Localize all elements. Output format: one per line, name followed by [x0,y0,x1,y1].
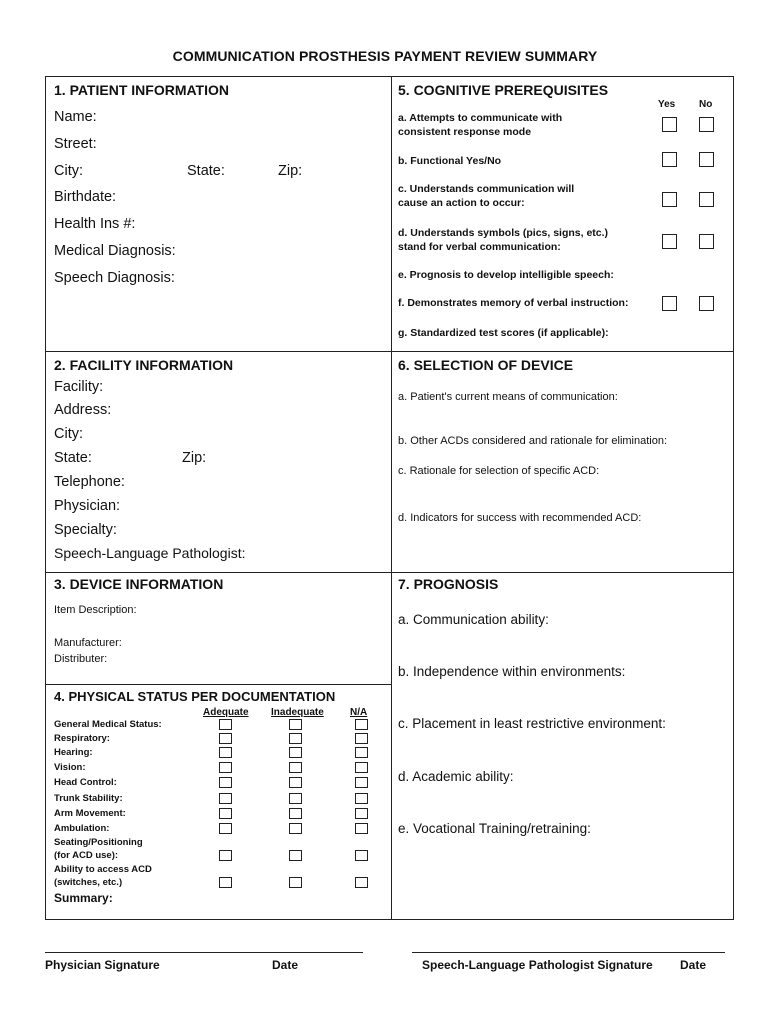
facility-state-label: State: [54,450,92,466]
form-title: COMMUNICATION PROSTHESIS PAYMENT REVIEW SUMMARY [172,48,598,64]
patient-birthdate-label: Birthdate: [54,189,117,205]
patient-street-label: Street: [54,136,97,152]
device-info-heading: 3. DEVICE INFORMATION [54,576,224,592]
selection-item-d: d. Indicators for success with recommended ACD: [398,512,642,524]
physician-signature-line[interactable] [45,952,363,953]
physical-row-label: Vision: [54,762,86,773]
cognitive-item-label: a. Attempts to communicate with [398,112,563,124]
row-divider-2 [46,572,734,573]
selection-item-c: c. Rationale for selection of specific ACD: [398,465,600,477]
cognitive-item-label: f. Demonstrates memory of verbal instruction: [398,297,629,309]
prognosis-item-e: e. Vocational Training/retraining: [398,821,591,836]
checkbox-inadequate[interactable] [289,823,302,834]
checkbox-na[interactable] [355,719,368,730]
patient-speech-diagnosis-label: Speech Diagnosis: [54,270,175,286]
cognitive-item-label: c. Understands communication will [398,183,575,195]
checkbox-adequate[interactable] [219,808,232,819]
device-manufacturer-label: Manufacturer: [54,637,122,649]
prognosis-item-c: c. Placement in least restrictive environment: [398,716,666,731]
checkbox-inadequate[interactable] [289,733,302,744]
checkbox-inadequate[interactable] [289,747,302,758]
checkbox-no[interactable] [699,192,714,207]
physical-row-label: Arm Movement: [54,808,126,819]
facility-zip-label: Zip: [182,450,207,466]
cognitive-item-label: b. Functional Yes/No [398,155,502,167]
facility-physician-label: Physician: [54,498,121,514]
physical-row-label: General Medical Status: [54,719,162,730]
physical-row-label: Ambulation: [54,823,110,834]
selection-item-a: a. Patient's current means of communication: [398,391,618,403]
checkbox-no[interactable] [699,117,714,132]
checkbox-inadequate[interactable] [289,793,302,804]
physical-status-heading: 4. PHYSICAL STATUS PER DOCUMENTATION [54,689,336,704]
checkbox-na[interactable] [355,823,368,834]
checkbox-na[interactable] [355,777,368,788]
checkbox-na[interactable] [355,808,368,819]
facility-info-heading: 2. FACILITY INFORMATION [54,357,234,373]
checkbox-inadequate[interactable] [289,850,302,861]
prognosis-item-a: a. Communication ability: [398,612,549,627]
physical-row-label: Trunk Stability: [54,793,123,804]
physical-row-label: Head Control: [54,777,117,788]
checkbox-na[interactable] [355,793,368,804]
physical-row-label: Ability to access ACD [54,864,152,875]
checkbox-na[interactable] [355,733,368,744]
patient-medical-diagnosis-label: Medical Diagnosis: [54,243,176,259]
slp-signature-label: Speech-Language Pathologist Signature [422,958,653,972]
prognosis-item-d: d. Academic ability: [398,769,514,784]
checkbox-inadequate[interactable] [289,877,302,888]
cognitive-item-label: e. Prognosis to develop intelligible speech: [398,269,614,281]
cognitive-item-label: d. Understands symbols (pics, signs, etc.) [398,227,609,239]
prognosis-item-b: b. Independence within environments: [398,664,626,679]
cognitive-item-label: consistent response mode [398,126,532,138]
patient-state-label: State: [187,163,225,179]
facility-slp-label: Speech-Language Pathologist: [54,545,246,561]
facility-specialty-label: Specialty: [54,522,117,538]
checkbox-na[interactable] [355,877,368,888]
physical-row-label: Hearing: [54,747,93,758]
checkbox-yes[interactable] [662,296,677,311]
row-divider-3 [46,684,391,685]
selection-item-b: b. Other ACDs considered and rationale for elimination: [398,435,668,447]
checkbox-adequate[interactable] [219,777,232,788]
checkbox-adequate[interactable] [219,850,232,861]
checkbox-yes[interactable] [662,117,677,132]
checkbox-no[interactable] [699,234,714,249]
checkbox-adequate[interactable] [219,719,232,730]
checkbox-yes[interactable] [662,152,677,167]
physical-row-label: Seating/Positioning [54,837,143,848]
checkbox-inadequate[interactable] [289,762,302,773]
patient-health-ins-label: Health Ins #: [54,216,136,232]
checkbox-adequate[interactable] [219,733,232,744]
checkbox-inadequate[interactable] [289,777,302,788]
checkbox-adequate[interactable] [219,877,232,888]
patient-name-label: Name: [54,109,97,125]
cognitive-heading: 5. COGNITIVE PREREQUISITES [398,82,609,98]
slp-date-label: Date [680,958,707,972]
row-divider-1 [46,351,734,352]
cognitive-yes-header: Yes [658,99,676,110]
checkbox-yes[interactable] [662,192,677,207]
slp-signature-line[interactable] [412,952,725,953]
facility-telephone-label: Telephone: [54,474,125,490]
checkbox-yes[interactable] [662,234,677,249]
selection-heading: 6. SELECTION OF DEVICE [398,357,574,373]
col-na-header: N/A [350,707,368,718]
checkbox-na[interactable] [355,747,368,758]
review-form [45,76,734,920]
physical-row-label: (for ACD use): [54,850,119,861]
facility-city-label: City: [54,426,83,442]
cognitive-item-label: cause an action to occur: [398,197,525,209]
checkbox-na[interactable] [355,850,368,861]
facility-address-label: Address: [54,402,112,418]
checkbox-adequate[interactable] [219,793,232,804]
checkbox-inadequate[interactable] [289,808,302,819]
physical-row-label: Respiratory: [54,733,110,744]
checkbox-adequate[interactable] [219,823,232,834]
physical-row-label: (switches, etc.) [54,877,123,888]
column-divider [391,77,392,920]
physician-date-label: Date [272,958,299,972]
patient-city-label: City: [54,163,83,179]
col-adequate-header: Adequate [203,707,249,718]
checkbox-no[interactable] [699,296,714,311]
cognitive-item-label: stand for verbal communication: [398,241,561,253]
physician-signature-label: Physician Signature [45,958,160,972]
cognitive-item-label: g. Standardized test scores (if applicable): [398,327,609,339]
checkbox-adequate[interactable] [219,762,232,773]
checkbox-no[interactable] [699,152,714,167]
facility-name-label: Facility: [54,379,104,395]
patient-zip-label: Zip: [278,163,303,179]
cognitive-no-header: No [699,99,713,110]
physical-summary-label: Summary: [54,891,113,905]
patient-info-heading: 1. PATIENT INFORMATION [54,82,229,98]
checkbox-adequate[interactable] [219,747,232,758]
checkbox-inadequate[interactable] [289,719,302,730]
checkbox-na[interactable] [355,762,368,773]
device-item-description-label: Item Description: [54,604,137,616]
device-distributer-label: Distributer: [54,653,108,665]
prognosis-heading: 7. PROGNOSIS [398,576,499,592]
col-inadequate-header: Inadequate [271,707,324,718]
